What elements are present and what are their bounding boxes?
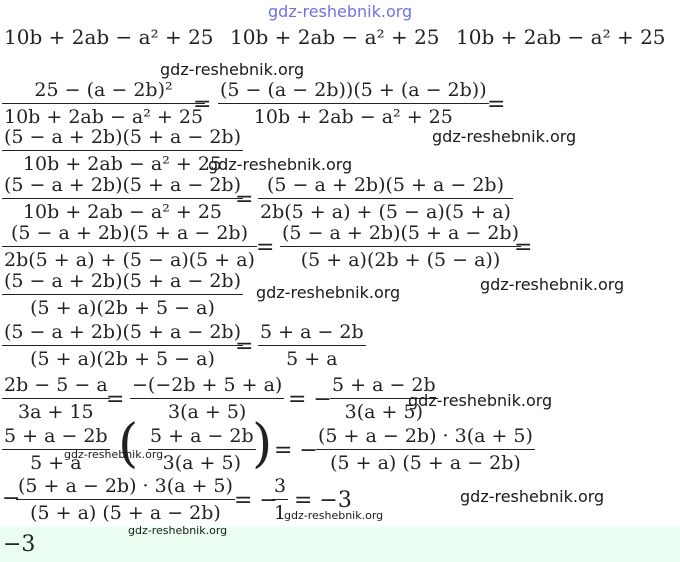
denominator: 1 <box>274 502 287 524</box>
equals-sign: = <box>487 92 506 117</box>
fraction-bar <box>280 246 521 247</box>
denominator: 3(a + 5) <box>162 452 241 474</box>
header-expression-3: 10b + 2ab − a² + 25 <box>456 25 666 49</box>
right-parenthesis: ) <box>252 414 273 474</box>
fraction-bar <box>130 398 284 399</box>
watermark[interactable]: gdz-reshebnik.org <box>460 487 605 506</box>
fraction-l6-a <box>2 322 243 370</box>
watermark[interactable]: gdz-reshebnik.org <box>64 448 164 461</box>
numerator: (5 − (a − 2b))(5 + (a − 2b)) <box>220 79 487 101</box>
watermark[interactable]: gdz-reshebnik.org <box>256 283 401 302</box>
fraction-l2 <box>2 127 243 175</box>
numerator: (5 − a + 2b)(5 + a − 2b) <box>4 126 241 148</box>
denominator: 2b(5 + a) + (5 − a)(5 + a) <box>260 201 511 223</box>
denominator: (5 + a)(2b + (5 − a)) <box>300 249 501 271</box>
watermark[interactable]: gdz-reshebnik.org <box>128 524 228 537</box>
fraction-l3-b <box>258 175 513 223</box>
fraction-l6-b <box>258 322 366 370</box>
numerator: (5 − a + 2b)(5 + a − 2b) <box>4 174 241 196</box>
fraction-l8-c <box>316 426 535 474</box>
numerator: (5 + a − 2b) · 3(a + 5) <box>318 425 533 447</box>
denominator: 3a + 15 <box>18 401 94 423</box>
equals-result: = −3 <box>294 488 352 513</box>
numerator: (5 + a − 2b) · 3(a + 5) <box>18 475 233 497</box>
denominator: 10b + 2ab − a² + 25 <box>253 106 453 128</box>
numerator: 5 + a − 2b <box>332 374 436 396</box>
numerator: (5 − a + 2b)(5 + a − 2b) <box>11 222 248 244</box>
fraction-bar <box>218 103 489 104</box>
watermark[interactable]: gdz-reshebnik.org <box>208 155 353 174</box>
denominator: 3(a + 5) <box>168 401 247 423</box>
fraction-bar <box>2 345 243 346</box>
equals-sign: = <box>193 92 212 117</box>
fraction-bar <box>258 345 366 346</box>
denominator: (5 + a) (5 + a − 2b) <box>330 452 521 474</box>
fraction-l1-b <box>218 80 489 128</box>
equals-minus-sign: = − <box>234 488 278 513</box>
watermark[interactable]: gdz-reshebnik.org <box>480 275 625 294</box>
numerator: (5 − a + 2b)(5 + a − 2b) <box>282 222 519 244</box>
denominator: 10b + 2ab − a² + 25 <box>22 153 223 175</box>
watermark[interactable]: gdz-reshebnik.org <box>160 60 305 79</box>
fraction-bar <box>316 449 535 450</box>
answer-bar <box>0 527 680 562</box>
numerator: 5 + a − 2b <box>260 321 364 343</box>
fraction-bar <box>2 103 205 104</box>
equals-sign: = <box>235 334 254 359</box>
fraction-bar <box>258 198 513 199</box>
denominator: (5 + a) (5 + a − 2b) <box>30 502 221 524</box>
minus-sign: − <box>2 486 21 511</box>
numerator: −(−2b + 5 + a) <box>132 374 283 396</box>
denominator: 2b(5 + a) + (5 − a)(5 + a) <box>4 249 255 271</box>
fraction-l9-a <box>16 476 235 524</box>
numerator: 5 + a − 2b <box>150 425 254 447</box>
denominator: 5 + a <box>286 348 338 370</box>
header-expression-2: 10b + 2ab − a² + 25 <box>230 25 440 49</box>
fraction-bar <box>2 246 257 247</box>
denominator: (5 + a)(2b + 5 − a) <box>30 297 215 319</box>
header-expression-1: 10b + 2ab − a² + 25 <box>4 25 214 49</box>
denominator: 10b + 2ab − a² + 25 <box>22 201 223 223</box>
left-parenthesis: ( <box>118 414 139 474</box>
fraction-l3-a <box>2 175 243 223</box>
answer-value: −3 <box>3 532 36 557</box>
equals-sign: = <box>514 235 533 260</box>
fraction-bar <box>148 449 256 450</box>
fraction-l1-a <box>2 80 205 128</box>
equals-sign: = <box>235 187 254 212</box>
watermark[interactable]: gdz-reshebnik.org <box>408 391 553 410</box>
fraction-bar <box>16 499 235 500</box>
denominator: 5 + a <box>30 452 82 474</box>
watermark-top[interactable]: gdz-reshebnik.org <box>268 2 413 21</box>
fraction-bar <box>2 198 243 199</box>
numerator: 5 + a − 2b <box>4 425 108 447</box>
fraction-bar <box>2 398 110 399</box>
fraction-l4-a <box>2 223 257 271</box>
watermark[interactable]: gdz-reshebnik.org <box>284 509 384 522</box>
fraction-l4-b <box>280 223 521 271</box>
denominator: 10b + 2ab − a² + 25 <box>4 106 204 128</box>
numerator: (5 − a + 2b)(5 + a − 2b) <box>267 174 504 196</box>
denominator: 3(a + 5) <box>344 401 423 423</box>
numerator: 3 <box>274 475 287 497</box>
numerator: 2b − 5 − a <box>4 374 108 396</box>
fraction-bar <box>2 294 243 295</box>
numerator: 25 − (a − 2b)² <box>34 79 173 101</box>
fraction-l7-a <box>2 375 110 423</box>
equals-sign: = <box>106 387 125 412</box>
fraction-bar <box>272 499 288 500</box>
watermark[interactable]: gdz-reshebnik.org <box>432 127 577 146</box>
denominator: (5 + a)(2b + 5 − a) <box>30 348 215 370</box>
numerator: (5 − a + 2b)(5 + a − 2b) <box>4 321 241 343</box>
fraction-l8-b <box>148 426 256 474</box>
equals-sign: = <box>256 235 275 260</box>
fraction-bar <box>2 150 243 151</box>
equals-minus-sign: = − <box>274 438 318 463</box>
fraction-l5 <box>2 271 243 319</box>
numerator: (5 − a + 2b)(5 + a − 2b) <box>4 270 241 292</box>
equals-minus-sign: = − <box>288 387 332 412</box>
